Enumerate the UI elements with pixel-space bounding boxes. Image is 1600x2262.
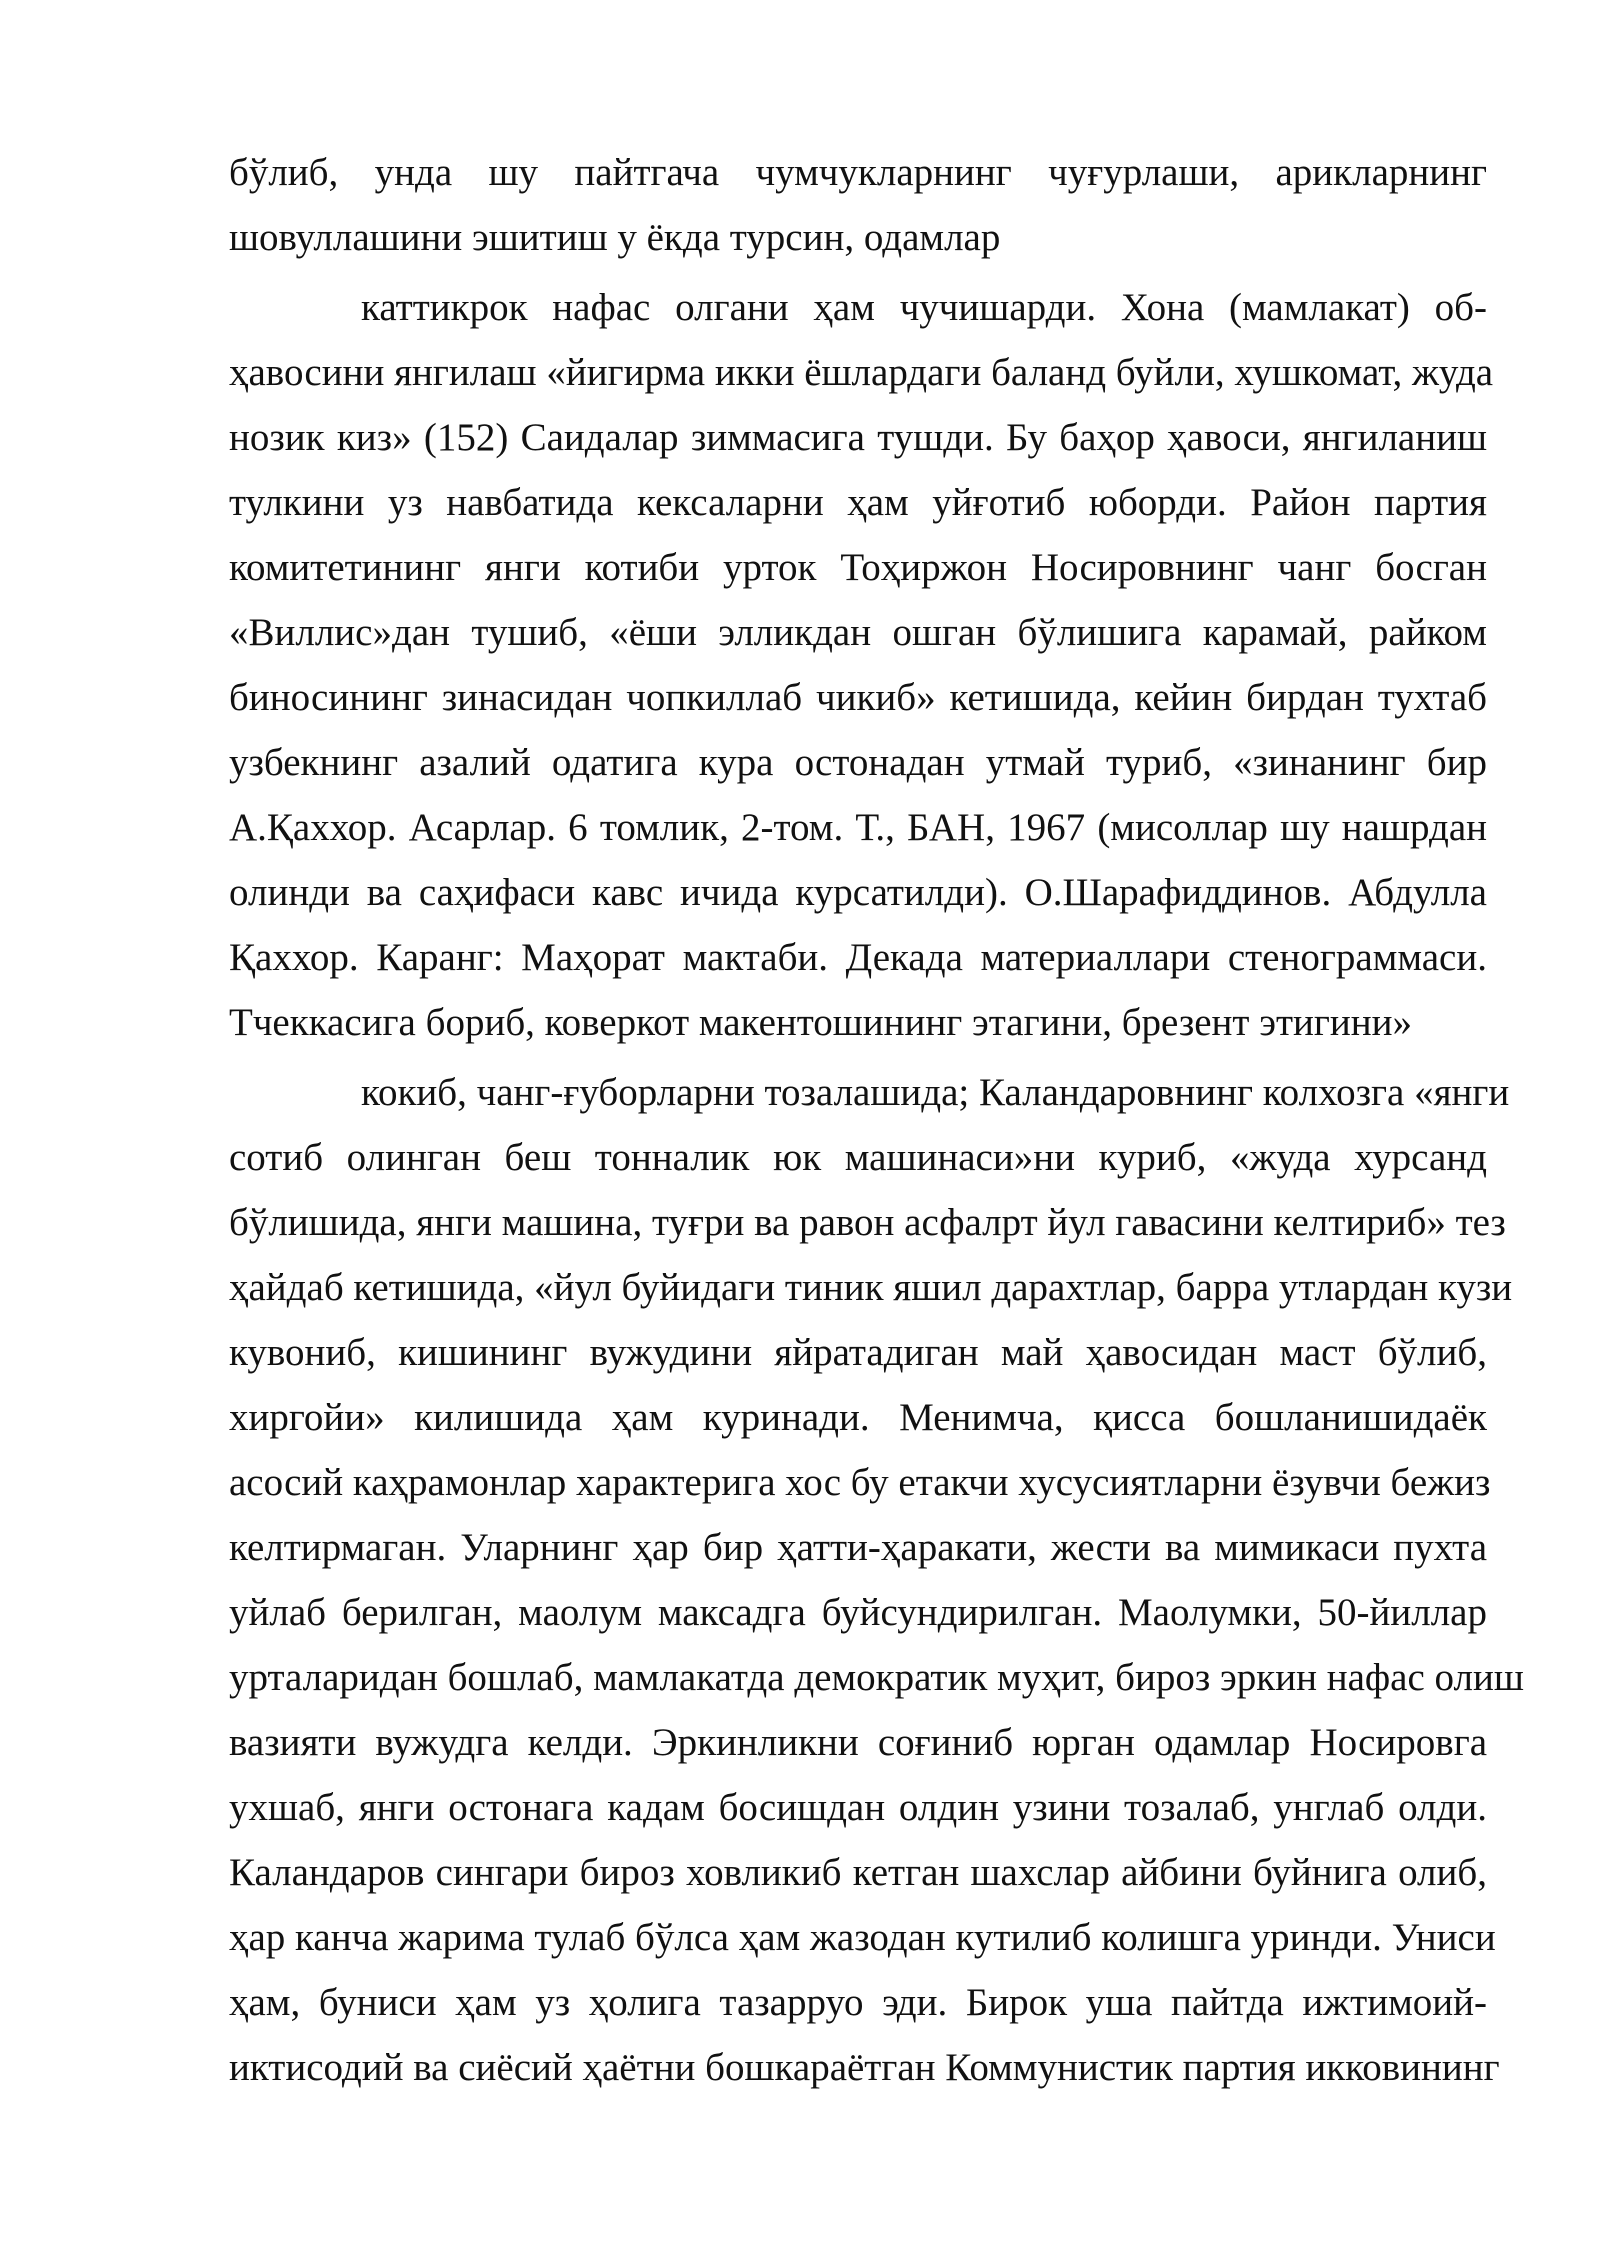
text-line: олинди ва саҳифаси кавс ичида курсатилди). О.Шарафиддинов. Абдулла xyxy=(229,871,1487,914)
text-line: ухшаб, янги остонага кадам босишдан олдин узини тозалаб, унглаб олди. xyxy=(229,1786,1487,1829)
text-line: иктисодий ва сиёсий ҳаётни бошкараётган Коммунистик партия икковининг xyxy=(229,2046,1500,2089)
text-line: каттикрок нафас олгани ҳам чучишарди. Хона (мамлакат) об- xyxy=(361,286,1487,329)
text-line: сотиб олинган беш тонналик юк машинаси»ни куриб, «жуда хурсанд xyxy=(229,1136,1487,1179)
text-line: Тчеккасига бориб, коверкот макентошининг этагини, брезент этигини» xyxy=(229,1001,1412,1044)
text-line: тулкини уз навбатида кексаларни ҳам уйғотиб юборди. Район партия xyxy=(229,481,1487,524)
text-line: кокиб, чанг-ғуборларни тозалашида; Каландаровнинг колхозга «янги xyxy=(361,1071,1510,1114)
text-line: бўлиб, унда шу пайтгача чумчукларнинг чуғурлаши, арикларнинг xyxy=(229,151,1487,194)
text-line: А.Қаххор. Асарлар. 6 томлик, 2-том. Т., БАН, 1967 (мисоллар шу нашрдан xyxy=(229,806,1487,849)
text-line: асосий каҳрамонлар характерига хос бу етакчи хусусиятларни ёзувчи бежиз xyxy=(229,1461,1491,1504)
text-line: «Виллис»дан тушиб, «ёши элликдан ошган бўлишига карамай, райком xyxy=(229,611,1487,654)
text-line: хиргойи» килишида ҳам куринади. Менимча, қисса бошланишидаёк xyxy=(229,1396,1487,1439)
text-line: ҳам, буниси ҳам уз ҳолига тазарруо эди. Бирок уша пайтда ижтимоий- xyxy=(229,1981,1487,2024)
text-line: ҳар канча жарима тулаб бўлса ҳам жазодан кутилиб колишга уринди. Униси xyxy=(229,1916,1496,1959)
text-line: уйлаб берилган, маолум максадга буйсундирилган. Маолумки, 50-йиллар xyxy=(229,1591,1487,1634)
text-line: биносининг зинасидан чопкиллаб чикиб» кетишида, кейин бирдан тухтаб xyxy=(229,676,1487,719)
text-line: Қаххор. Каранг: Маҳорат мактаби. Декада материаллари стенограммаси. xyxy=(229,936,1487,979)
text-line: келтирмаган. Уларнинг ҳар бир ҳатти-ҳаракати, жести ва мимикаси пухта xyxy=(229,1526,1487,1569)
text-line: ҳайдаб кетишида, «йул буйидаги тиник яшил дарахтлар, барра утлардан кузи xyxy=(229,1266,1513,1309)
text-line: бўлишида, янги машина, туғри ва равон асфалрт йул гавасини келтириб» тез xyxy=(229,1201,1506,1244)
text-line: вазияти вужудга келди. Эркинликни соғиниб юрган одамлар Носировга xyxy=(229,1721,1487,1764)
text-line: нозик киз» (152) Саидалар зиммасига тушди. Бу баҳор ҳавоси, янгиланиш xyxy=(229,416,1487,459)
text-line: узбекнинг азалий одатига кура остонадан утмай туриб, «зинанинг бир xyxy=(229,741,1487,784)
text-line: Каландаров сингари бироз ховликиб кетган шахслар айбини буйнига олиб, xyxy=(229,1851,1487,1894)
text-line: урталаридан бошлаб, мамлакатда демократик муҳит, бироз эркин нафас олиш xyxy=(229,1656,1524,1699)
text-line: шовуллашини эшитиш у ёкда турсин, одамлар xyxy=(229,216,1001,259)
text-line: ҳавосини янгилаш «йигирма икки ёшлардаги баланд буйли, хушкомат, жуда xyxy=(229,351,1494,394)
text-line: кувониб, кишининг вужудини яйратадиган май ҳавосидан маст бўлиб, xyxy=(229,1331,1487,1374)
text-line: комитетининг янги котиби урток Тоҳиржон Носировнинг чанг босган xyxy=(229,546,1487,589)
